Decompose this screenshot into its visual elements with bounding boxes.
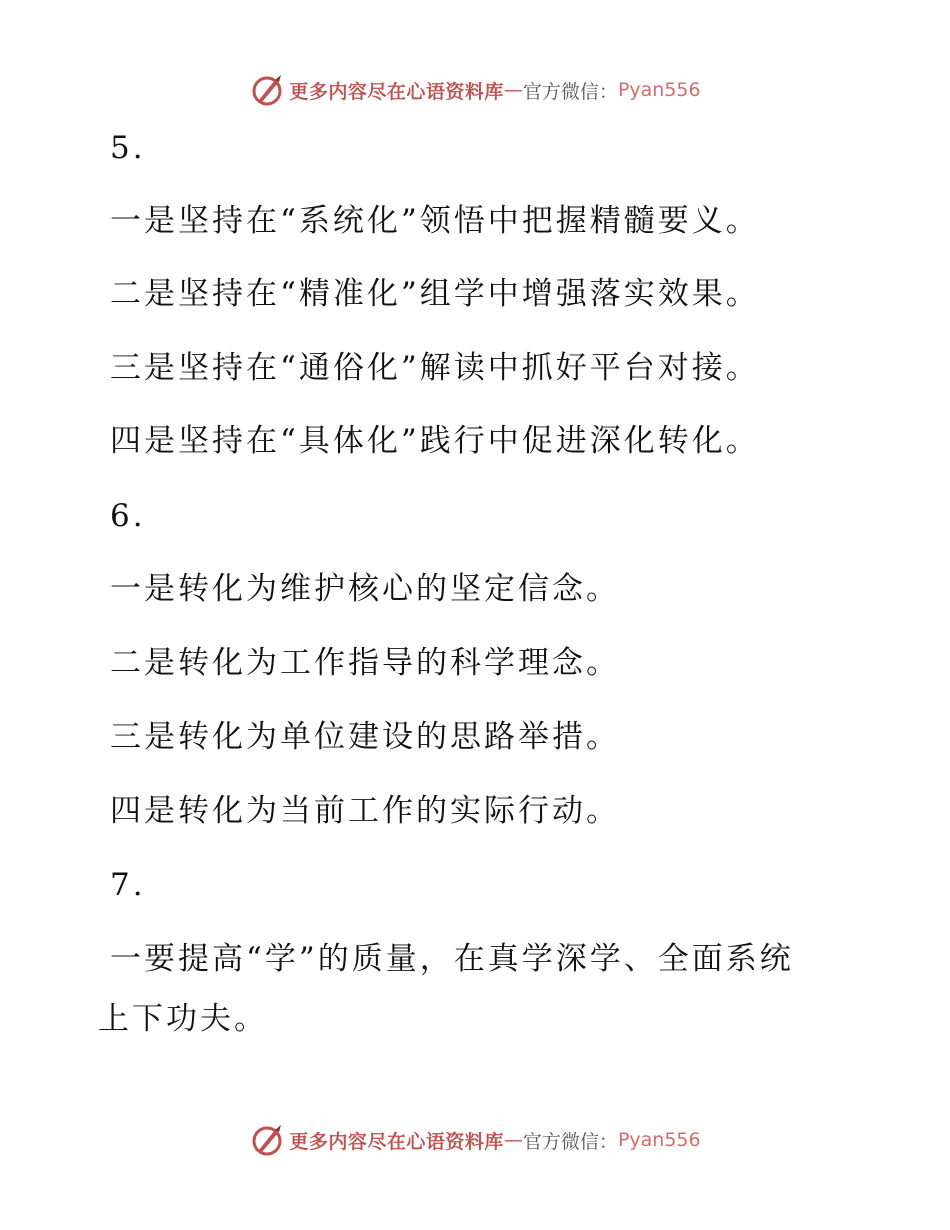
banner-brand-text: 更多内容尽在心语资料库 [289,80,504,103]
footer-banner [0,1120,950,1160]
quill-logo-icon [249,1122,285,1158]
text-line-continued: 上下功夫。 [98,1001,268,1037]
banner-wechat-id: Pyan556 [617,1129,701,1151]
text-line: 四是转化为当前工作的实际行动。 [110,793,620,829]
text-line: 一要提高“学”的质量，在真学深学、全面系统 [110,941,794,977]
banner-dash: — [503,79,523,101]
section-number: 6. [110,498,146,534]
text-line: 三是转化为单位建设的思路举措。 [110,719,620,755]
text-line: 二是转化为工作指导的科学理念。 [110,645,620,681]
text-line: 四是坚持在“具体化”践行中促进深化转化。 [110,423,760,459]
text-line: 二是坚持在“精准化”组学中增强落实效果。 [110,276,760,312]
banner-wechat-label: 官方微信： [522,80,618,103]
banner-dash: — [503,1129,523,1151]
banner-wechat-id: Pyan556 [617,79,701,101]
text-line: 一是坚持在“系统化”领悟中把握精髓要义。 [110,203,760,239]
text-line: 三是坚持在“通俗化”解读中抓好平台对接。 [110,350,760,386]
banner-wechat-label: 官方微信： [522,1130,618,1153]
text-line: 一是转化为维护核心的坚定信念。 [110,571,620,607]
section-number: 7. [110,867,146,903]
banner-brand-text: 更多内容尽在心语资料库 [289,1130,504,1153]
section-number: 5. [110,130,146,166]
